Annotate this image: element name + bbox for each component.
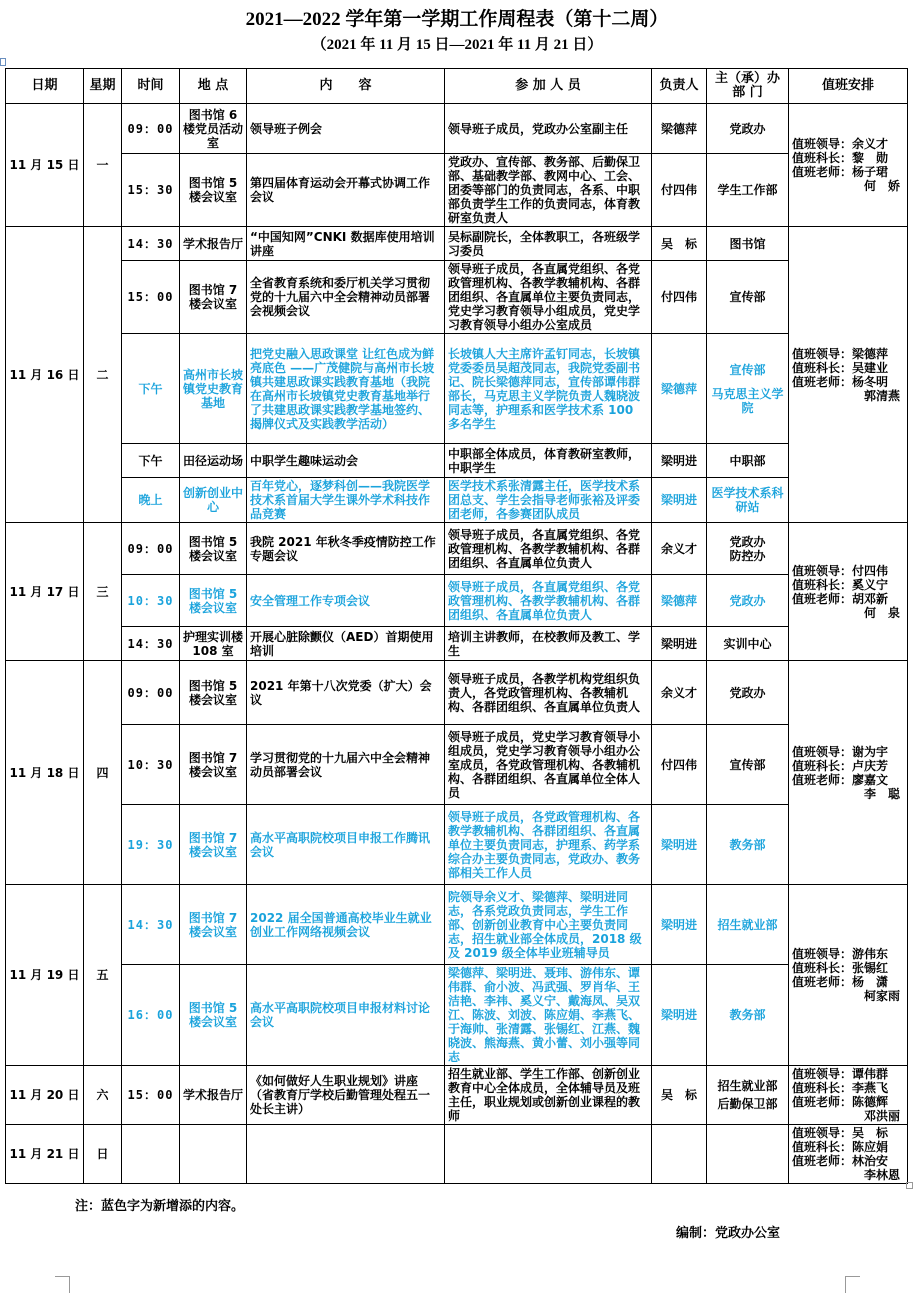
col-header-weekday: 星期 — [84, 69, 122, 104]
dept-cell: 教务部 — [707, 965, 789, 1066]
duty-leader: 值班领导：梁德萍 — [792, 346, 889, 361]
weekday-cell: 三 — [84, 523, 122, 661]
duty-leader: 值班领导：游伟东 — [792, 947, 889, 961]
time-cell: 09：00 — [122, 523, 180, 575]
date-cell: 11 月 15 日 — [6, 104, 84, 227]
content-cell: 安全管理工作专项会议 — [247, 575, 445, 627]
dept-cell: 医学技术系科研站 — [707, 478, 789, 523]
time-cell: 15：00 — [122, 261, 180, 334]
owner-cell: 梁德萍 — [652, 334, 707, 444]
dept-cell: 宣传部 — [707, 725, 789, 805]
table-row — [6, 1125, 908, 1184]
table-row — [6, 965, 908, 1066]
place-cell: 高州市长坡镇党史教育基地 — [180, 334, 247, 444]
table-row — [6, 227, 908, 261]
dept-primary: 党政办 — [729, 534, 766, 549]
owner-cell: 付四伟 — [652, 261, 707, 334]
attendees-cell: 院领导余义才、梁德萍、梁明进同志，各系党政负责同志，学生工作部、创新创业教育中心主要负责同志，招生就业部全体成员，2018 级及 2019 级全体毕业班辅导员 — [445, 885, 652, 965]
page-title: 2021—2022 学年第一学期工作周程表（第十二周） — [245, 9, 669, 30]
owner-cell: 梁明进 — [652, 965, 707, 1066]
time-cell: 下午 — [122, 334, 180, 444]
weekday-cell: 日 — [84, 1125, 122, 1184]
owner-cell: 付四伟 — [652, 154, 707, 227]
table-row — [6, 261, 908, 334]
content-cell — [247, 1125, 445, 1184]
dept-cell: 党政办 — [707, 575, 789, 627]
content-cell: 把党史融入思政课堂 让红色成为鲜亮底色 ——广茂健院与高州市长坡镇共建思政课实践教育基地（我院在高州市长坡镇党史教育基地举行了共建思政课实践教学基地签约、揭牌仪式及实践教学活动） — [247, 334, 445, 444]
table-row — [6, 104, 908, 154]
owner-cell: 梁德萍 — [652, 104, 707, 154]
attendees-cell: 医学技术系张清露主任，医学技术系团总支、学生会指导老师张裕及评委团老师，各参赛团队成员 — [445, 478, 652, 523]
dept-secondary: 后勤保卫部 — [717, 1097, 778, 1111]
attendees-cell: 梁德萍、梁明进、聂玮、游伟东、谭伟群、俞小波、冯武强、罗肖华、王洁艳、李祎、奚义宁、戴海凤、吴双江、陈波、刘波、陈应娟、李燕飞、于海帅、张清露、张锡红、江燕、魏晓波、熊海燕、黄小蕾、刘小强等同志 — [445, 965, 652, 1066]
duty-teacher-2: 何 娇 — [863, 179, 900, 193]
dept-cell: 党政办 — [707, 661, 789, 725]
dept-primary: 宣传部 — [729, 362, 766, 377]
content-cell: 中职学生趣味运动会 — [247, 444, 445, 478]
time-cell: 14：30 — [122, 627, 180, 661]
duty-section-chief: 值班科长：吴建业 — [792, 360, 889, 375]
duty-teacher: 值班老师：林治安 — [792, 1154, 889, 1168]
dept-cell — [707, 523, 789, 575]
dept-cell — [707, 1066, 789, 1125]
place-cell: 田径运动场 — [180, 444, 247, 478]
attendees-cell: 培训主讲教师，在校教师及教工、学生 — [445, 627, 652, 661]
duty-teacher: 值班老师：陈德辉 — [792, 1095, 889, 1109]
attendees-cell: 领导班子成员，各直属党组织、各党政管理机构、各教学教辅机构、各群团组织、各直属单位负责人 — [445, 575, 652, 627]
weekday-cell: 六 — [84, 1066, 122, 1125]
duty-teacher-2: 邓洪丽 — [863, 1109, 900, 1123]
duty-teacher: 值班老师：杨冬明 — [792, 374, 889, 389]
time-cell: 09：00 — [122, 661, 180, 725]
table-row — [6, 885, 908, 965]
dept-cell: 招生就业部 — [707, 885, 789, 965]
duty-cell — [789, 1125, 908, 1184]
table-row — [6, 661, 908, 725]
place-cell: 图书馆 5 楼会议室 — [180, 965, 247, 1066]
attendees-cell: 中职部全体成员，体育教研室教师，中职学生 — [445, 444, 652, 478]
content-cell: 2022 届全国普通高校毕业生就业创业工作网络视频会议 — [247, 885, 445, 965]
duty-teacher: 值班老师：廖嘉文 — [792, 772, 889, 787]
owner-cell: 梁明进 — [652, 627, 707, 661]
place-cell: 图书馆 5 楼会议室 — [180, 575, 247, 627]
duty-leader: 值班领导：吴 标 — [792, 1126, 889, 1140]
content-cell: 高水平高职院校项目申报材料讨论会议 — [247, 965, 445, 1066]
time-cell: 15：00 — [122, 1066, 180, 1125]
duty-leader: 值班领导：谢为宇 — [792, 744, 889, 759]
weekday-cell: 二 — [84, 227, 122, 523]
content-cell: 2021 年第十八次党委（扩大）会议 — [247, 661, 445, 725]
attendees-cell: 领导班子成员，党政办公室副主任 — [445, 104, 652, 154]
attendees-cell: 领导班子成员，各直属党组织、各党政管理机构、各教学教辅机构、各群团组织、各直属单位主要负责同志，党史学习教育领导小组成员，党史学习教育领导小组办公室成员 — [445, 261, 652, 334]
duty-cell — [789, 1066, 908, 1125]
col-header-time: 时间 — [122, 69, 180, 104]
content-cell: 百年党心，逐梦科创——我院医学技术系首届大学生课外学术科技作品竞赛 — [247, 478, 445, 523]
attendees-cell: 长坡镇人大主席许孟钉同志，长坡镇党委委员吴超茂同志，我院党委副书记、院长梁德萍同志，宣传部谭伟群部长，马克思主义学院负责人魏晓波同志等，护理系和医学技术系 100 多名学生 — [445, 334, 652, 444]
duty-section-chief: 值班科长：黎 勋 — [792, 151, 889, 165]
place-cell: 图书馆 7 楼会议室 — [180, 261, 247, 334]
attendees-cell: 党政办、宣传部、教务部、后勤保卫部、基础教学部、教网中心、工会、团委等部门的负责同志，各系、中职部负责学生工作的负责同志，体育教研室负责人 — [445, 154, 652, 227]
attendees-cell: 吴标副院长，全体教职工，各班级学习委员 — [445, 227, 652, 261]
content-cell: 学习贯彻党的十九届六中全会精神动员部署会议 — [247, 725, 445, 805]
dept-cell: 图书馆 — [707, 227, 789, 261]
time-cell: 下午 — [122, 444, 180, 478]
duty-teacher-2: 郭清燕 — [863, 388, 900, 403]
dept-cell — [707, 1125, 789, 1184]
dept-cell: 中职部 — [707, 444, 789, 478]
attendees-cell: 领导班子成员，党史学习教育领导小组成员，党史学习教育领导小组办公室成员，各党政管理机构、各教辅机构、各群团组织、各直属单位全体人员 — [445, 725, 652, 805]
owner-cell: 吴 标 — [652, 1066, 707, 1125]
table-row — [6, 805, 908, 885]
duty-leader: 值班领导：谭伟群 — [792, 1067, 889, 1081]
content-cell: 高水平高职院校项目申报工作腾讯会议 — [247, 805, 445, 885]
attendees-cell — [445, 1125, 652, 1184]
date-cell: 11 月 16 日 — [6, 227, 84, 523]
dept-cell — [707, 334, 789, 444]
duty-teacher-2: 李林恩 — [863, 1168, 900, 1182]
time-cell: 晚上 — [122, 478, 180, 523]
duty-teacher-2: 李 聪 — [863, 786, 900, 801]
owner-cell: 吴 标 — [652, 227, 707, 261]
page-corner-mark-left — [55, 1276, 70, 1293]
weekday-cell: 四 — [84, 661, 122, 885]
footnote: 注：蓝色字为新增添的内容。 — [75, 1199, 245, 1214]
duty-cell — [789, 227, 908, 523]
date-cell: 11 月 17 日 — [6, 523, 84, 661]
place-cell: 图书馆 5 楼会议室 — [180, 154, 247, 227]
owner-cell: 余义才 — [652, 661, 707, 725]
dept-cell: 党政办 — [707, 104, 789, 154]
table-row — [6, 627, 908, 661]
time-cell: 14：30 — [122, 227, 180, 261]
duty-leader: 值班领导：付四伟 — [792, 563, 889, 578]
dept-cell: 学生工作部 — [707, 154, 789, 227]
dept-cell: 教务部 — [707, 805, 789, 885]
content-cell: 《如何做好人生职业规划》讲座（省教育厅学校后勤管理处程五一处长主讲） — [247, 1066, 445, 1125]
date-cell: 11 月 19 日 — [6, 885, 84, 1066]
content-cell: “中国知网”CNKI 数据库使用培训讲座 — [247, 227, 445, 261]
duty-teacher: 值班老师：杨子珺 — [792, 165, 889, 179]
table-row — [6, 334, 908, 444]
duty-cell — [789, 523, 908, 661]
content-cell: 全省教育系统和委厅机关学习贯彻党的十九届六中全会精神动员部署会视频会议 — [247, 261, 445, 334]
place-cell — [180, 1125, 247, 1184]
attendees-cell: 招生就业部、学生工作部、创新创业教育中心全体成员，全体辅导员及班主任，职业规划或创新创业课程的教师 — [445, 1066, 652, 1125]
duty-section-chief: 值班科长：陈应娟 — [792, 1140, 889, 1154]
content-cell: 领导班子例会 — [247, 104, 445, 154]
dept-secondary: 马克思主义学院 — [711, 386, 784, 415]
time-cell: 16：00 — [122, 965, 180, 1066]
dept-primary: 招生就业部 — [717, 1079, 778, 1093]
editor-credit: 编制：党政办公室 — [676, 1226, 781, 1241]
dept-cell: 宣传部 — [707, 261, 789, 334]
col-header-attendees: 参 加 人 员 — [445, 69, 652, 104]
duty-section-chief: 值班科长：卢庆芳 — [792, 758, 889, 773]
table-row — [6, 725, 908, 805]
place-cell: 护理实训楼 108 室 — [180, 627, 247, 661]
owner-cell: 梁明进 — [652, 885, 707, 965]
owner-cell: 梁德萍 — [652, 575, 707, 627]
table-row — [6, 154, 908, 227]
table-row — [6, 444, 908, 478]
page-corner-mark-right — [845, 1276, 860, 1293]
duty-cell — [789, 885, 908, 1066]
place-cell: 学术报告厅 — [180, 227, 247, 261]
content-cell: 开展心脏除颤仪（AED）首期使用培训 — [247, 627, 445, 661]
dept-secondary: 防控办 — [729, 548, 766, 563]
time-cell: 09：00 — [122, 104, 180, 154]
table-anchor-icon — [0, 58, 6, 66]
time-cell: 14：30 — [122, 885, 180, 965]
attendees-cell: 领导班子成员，各教学机构党组织负责人，各党政管理机构、各教辅机构、各群团组织、各直属单位负责人 — [445, 661, 652, 725]
col-header-date: 日期 — [6, 69, 84, 104]
schedule-table — [5, 68, 908, 1184]
duty-teacher-2: 柯家雨 — [863, 989, 900, 1003]
attendees-cell: 领导班子成员，各党政管理机构、各教学教辅机构、各群团组织、各直属单位主要负责同志，护理系、药学系综合办主要负责同志，党政办、教务部相关工作人员 — [445, 805, 652, 885]
duty-section-chief: 值班科长：李燕飞 — [792, 1081, 889, 1095]
dept-cell: 实训中心 — [707, 627, 789, 661]
table-row — [6, 523, 908, 575]
weekday-cell: 一 — [84, 104, 122, 227]
owner-cell: 付四伟 — [652, 725, 707, 805]
place-cell: 学术报告厅 — [180, 1066, 247, 1125]
time-cell: 10：30 — [122, 575, 180, 627]
weekday-cell: 五 — [84, 885, 122, 1066]
place-cell: 图书馆 5 楼会议室 — [180, 523, 247, 575]
table-row — [6, 575, 908, 627]
place-cell: 图书馆 7 楼会议室 — [180, 885, 247, 965]
col-header-dept: 主（承）办部 门 — [707, 69, 789, 104]
time-cell: 10：30 — [122, 725, 180, 805]
time-cell: 19：30 — [122, 805, 180, 885]
col-header-owner: 负责人 — [652, 69, 707, 104]
table-row — [6, 1066, 908, 1125]
place-cell: 图书馆 7 楼会议室 — [180, 725, 247, 805]
place-cell: 创新创业中心 — [180, 478, 247, 523]
owner-cell — [652, 1125, 707, 1184]
col-header-place: 地 点 — [180, 69, 247, 104]
duty-teacher: 值班老师：胡邓新 — [792, 591, 889, 606]
place-cell: 图书馆 5 楼会议室 — [180, 661, 247, 725]
owner-cell: 梁明进 — [652, 478, 707, 523]
duty-leader: 值班领导：余义才 — [792, 137, 889, 151]
content-cell: 我院 2021 年秋冬季疫情防控工作专题会议 — [247, 523, 445, 575]
date-cell: 11 月 21 日 — [6, 1125, 84, 1184]
duty-cell — [789, 104, 908, 227]
col-header-duty: 值班安排 — [789, 69, 908, 104]
date-cell: 11 月 18 日 — [6, 661, 84, 885]
owner-cell: 余义才 — [652, 523, 707, 575]
date-range-subtitle: （2021 年 11 月 15 日—2021 年 11 月 21 日） — [311, 37, 603, 53]
duty-teacher: 值班老师：杨 潇 — [792, 975, 889, 989]
time-cell: 15：30 — [122, 154, 180, 227]
place-cell: 图书馆 6 楼党员活动室 — [180, 104, 247, 154]
duty-section-chief: 值班科长：张锡红 — [792, 961, 889, 975]
duty-cell — [789, 661, 908, 885]
content-cell: 第四届体育运动会开幕式协调工作会议 — [247, 154, 445, 227]
owner-cell: 梁明进 — [652, 444, 707, 478]
duty-section-chief: 值班科长：奚义宁 — [792, 577, 889, 592]
duty-teacher-2: 何 泉 — [863, 605, 900, 620]
date-cell: 11 月 20 日 — [6, 1066, 84, 1125]
table-row — [6, 478, 908, 523]
col-header-content: 内 容 — [247, 69, 445, 104]
attendees-cell: 领导班子成员，各直属党组织、各党政管理机构、各教学教辅机构、各群团组织、各直属单位负责人 — [445, 523, 652, 575]
header-row — [6, 69, 908, 104]
time-cell — [122, 1125, 180, 1184]
owner-cell: 梁明进 — [652, 805, 707, 885]
table-resize-handle-icon[interactable] — [906, 1182, 913, 1189]
place-cell: 图书馆 7 楼会议室 — [180, 805, 247, 885]
